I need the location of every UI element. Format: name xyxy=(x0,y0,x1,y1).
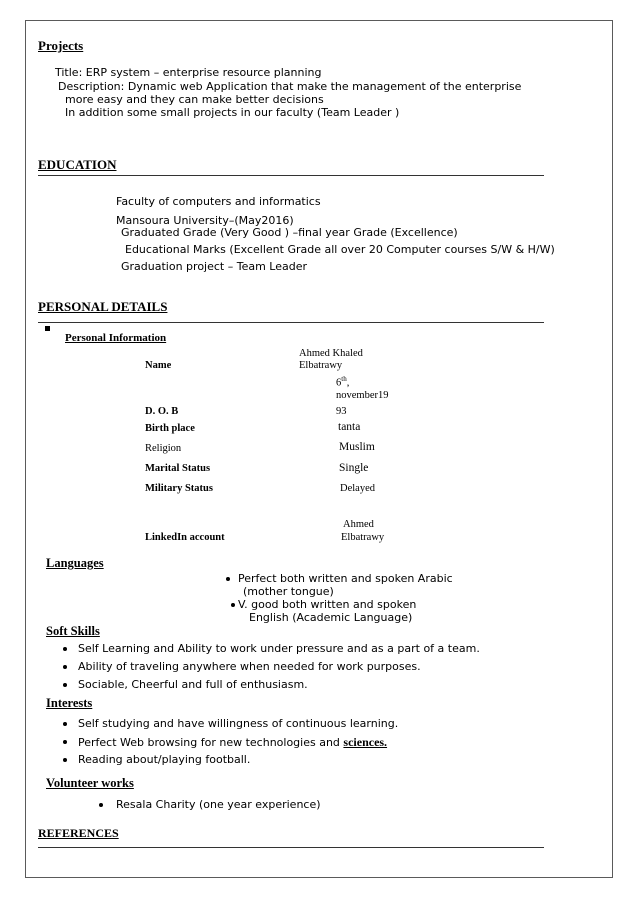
references-heading: REFERENCES xyxy=(38,826,119,840)
name-label: Name xyxy=(145,360,172,371)
name-value-line-1: Ahmed Khaled xyxy=(299,348,363,359)
language-item-1-line-2: (mother tongue) xyxy=(243,585,334,598)
soft-skill-item: Sociable, Cheerful and full of enthusiasm. xyxy=(78,678,308,691)
interest-item: Self studying and have willingness of continuous learning. xyxy=(78,717,399,730)
soft-skills-heading: Soft Skills xyxy=(46,624,100,638)
dob-label: D. O. B xyxy=(145,406,179,417)
projects-heading: Projects xyxy=(38,38,84,53)
dob-value-month: november19 xyxy=(336,390,389,401)
birth-place-value: tanta xyxy=(338,421,361,433)
soft-skill-item: Ability of traveling anywhere when needed for work purposes. xyxy=(78,660,421,673)
marital-status-value: Single xyxy=(339,462,369,474)
languages-heading: Languages xyxy=(46,556,104,570)
birth-place-label: Birth place xyxy=(145,423,195,434)
language-item-2-line-2: English (Academic Language) xyxy=(249,611,413,624)
square-bullet-icon xyxy=(45,326,50,331)
education-divider xyxy=(38,175,544,176)
linkedin-label: LinkedIn account xyxy=(145,532,225,543)
interests-heading: Interests xyxy=(46,696,93,710)
interest-item: Reading about/playing football. xyxy=(78,753,251,766)
volunteer-works-heading: Volunteer works xyxy=(46,776,134,790)
education-line-4: Educational Marks (Excellent Grade all over 20 Computer courses S/W & H/W) xyxy=(125,243,555,256)
bullet-icon xyxy=(226,577,230,581)
education-line-3: Graduated Grade (Very Good ) –final year Grade (Excellence) xyxy=(121,226,458,239)
bullet-icon xyxy=(63,758,67,762)
linkedin-value-line-2[interactable]: Elbatrawy xyxy=(341,532,385,543)
references-divider xyxy=(38,847,544,848)
project-title: Title: ERP system – enterprise resource planning xyxy=(55,66,322,79)
military-status-value: Delayed xyxy=(340,483,375,494)
education-heading: EDUCATION xyxy=(38,157,117,172)
bullet-icon xyxy=(63,647,67,651)
project-description-line-3: In addition some small projects in our faculty (Team Leader ) xyxy=(65,106,400,119)
religion-label: Religion xyxy=(145,443,182,454)
personal-information-subheading: Personal Information xyxy=(65,332,167,344)
name-value-line-2: Elbatrawy xyxy=(299,360,343,371)
bullet-icon xyxy=(63,683,67,687)
personal-details-heading: PERSONAL DETAILS xyxy=(38,299,168,314)
bullet-icon xyxy=(231,603,235,607)
soft-skill-item: Self Learning and Ability to work under pressure and as a part of a team. xyxy=(78,642,480,655)
interest-item: Perfect Web browsing for new technologies and sciences. xyxy=(78,735,388,749)
education-line-5: Graduation project – Team Leader xyxy=(121,260,308,273)
marital-status-label: Marital Status xyxy=(145,463,211,474)
bullet-icon xyxy=(63,722,67,726)
dob-value-day: 6th, xyxy=(336,375,350,389)
language-item-2-line-1: V. good both written and spoken xyxy=(238,598,417,611)
volunteer-item: Resala Charity (one year experience) xyxy=(116,798,321,811)
bullet-icon xyxy=(99,803,103,807)
education-line-2: Mansoura University–(May2016) xyxy=(116,214,294,227)
project-description-line-1: Description: Dynamic web Application that make the management of the enterprise xyxy=(58,80,522,93)
language-item-1-line-1: Perfect both written and spoken Arabic xyxy=(238,572,453,585)
religion-value: Muslim xyxy=(339,441,375,453)
dob-value-year: 93 xyxy=(336,406,347,417)
personal-details-divider xyxy=(38,322,544,323)
military-status-label: Military Status xyxy=(145,483,213,494)
project-description-line-2: more easy and they can make better decisions xyxy=(65,93,324,106)
education-line-1: Faculty of computers and informatics xyxy=(116,195,321,208)
bullet-icon xyxy=(63,740,67,744)
linkedin-value-line-1: Ahmed xyxy=(343,519,374,530)
bullet-icon xyxy=(63,665,67,669)
